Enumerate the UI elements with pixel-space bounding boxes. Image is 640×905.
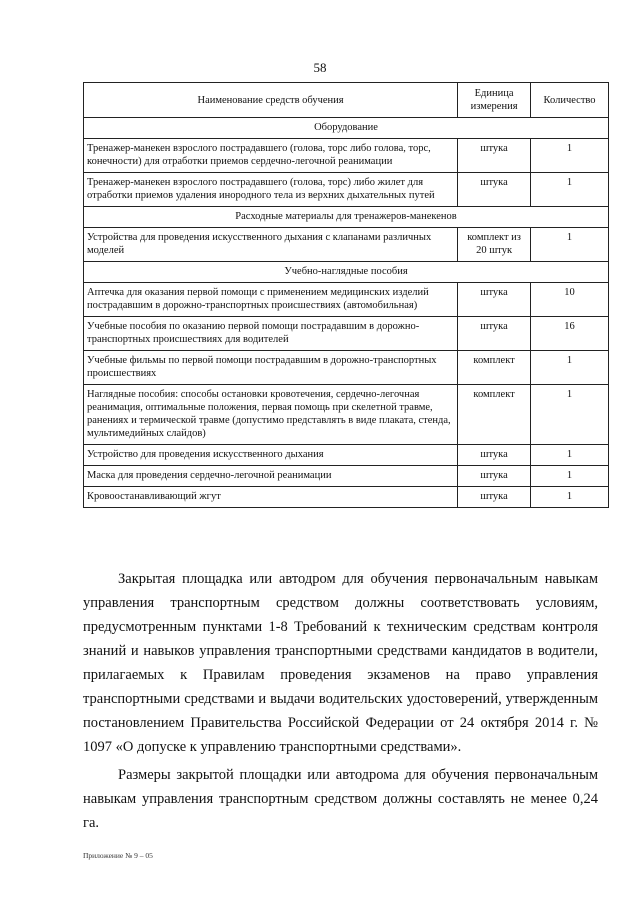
table-row [84, 228, 609, 262]
row-unit-cell: штука [458, 283, 531, 317]
row-name-cell: Устройство для проведения искусственного дыхания [84, 445, 458, 466]
row-unit-cell: штука [458, 317, 531, 351]
row-quantity-cell: 1 [531, 173, 609, 207]
row-quantity-cell: 10 [531, 283, 609, 317]
header-name: Наименование средств обучения [84, 83, 458, 118]
table-section-row [84, 118, 609, 139]
row-unit-cell: штука [458, 139, 531, 173]
row-quantity-cell: 1 [531, 228, 609, 262]
row-quantity-cell: 16 [531, 317, 609, 351]
row-quantity-cell: 1 [531, 351, 609, 385]
table-row [84, 385, 609, 445]
row-name-cell: Кровоостанавливающий жгут [84, 487, 458, 508]
row-name-cell: Учебные фильмы по первой помощи пострадавшим в дорожно-транспортных происшествиях [84, 351, 458, 385]
table-section-row [84, 262, 609, 283]
table-row [84, 487, 609, 508]
row-quantity-cell: 1 [531, 139, 609, 173]
row-name-cell: Устройства для проведения искусственного дыхания с клапанами различных моделей [84, 228, 458, 262]
row-unit-cell: штука [458, 487, 531, 508]
table-section-row [84, 207, 609, 228]
row-unit-cell: штука [458, 445, 531, 466]
table-row [84, 139, 609, 173]
row-unit-cell: штука [458, 173, 531, 207]
table-header-row [84, 83, 609, 118]
row-name-cell: Аптечка для оказания первой помощи с применением медицинских изделий пострадавшим в дорожно-транспортных происшествиях (автомобильная) [84, 283, 458, 317]
footer-note: Приложение № 9 – 05 [83, 851, 153, 860]
row-name-cell: Учебные пособия по оказанию первой помощи пострадавшим в дорожно-транспортных происшествиях для водителей [84, 317, 458, 351]
table-body [84, 118, 609, 508]
row-name-cell: Тренажер-манекен взрослого пострадавшего (голова, торс) либо жилет для отработки приемов удаления инородного тела из верхних дыхательных путей [84, 173, 458, 207]
table-row [84, 173, 609, 207]
table-row [84, 445, 609, 466]
row-quantity-cell: 1 [531, 385, 609, 445]
row-name-cell: Тренажер-манекен взрослого пострадавшего (голова, торс либо голова, торс, конечности) для отработки приемов сердечно-легочной реанимации [84, 139, 458, 173]
table-row [84, 317, 609, 351]
row-quantity-cell: 1 [531, 445, 609, 466]
header-unit: Единица измерения [458, 83, 531, 118]
table-row [84, 283, 609, 317]
row-quantity-cell: 1 [531, 466, 609, 487]
row-quantity-cell: 1 [531, 487, 609, 508]
section-title: Расходные материалы для тренажеров-манекенов [84, 207, 609, 228]
row-unit-cell: комплект [458, 385, 531, 445]
training-means-table [83, 82, 609, 508]
row-unit-cell: комплект [458, 351, 531, 385]
section-title: Оборудование [84, 118, 609, 139]
row-unit-cell: штука [458, 466, 531, 487]
section-title: Учебно-наглядные пособия [84, 262, 609, 283]
table-row [84, 351, 609, 385]
row-name-cell: Наглядные пособия: способы остановки кровотечения, сердечно-легочная реанимация, оптимальные положения, первая помощь при скелетной травме, ранениях и термической травме (допустимо представлять в виде плаката, стенда, мультимедийных слайдов) [84, 385, 458, 445]
page-number: 58 [313, 60, 327, 75]
paragraph-area-requirements: Закрытая площадка или автодром для обучения первоначальным навыкам управления транспортным средством должны соответствовать условиям, предусмотренным пунктами 1-8 Требований к техническим средствам контроля знаний и навыков управления транспортными средствами кандидатов в водители, прилагаемых к Правилам проведения экзаменов на право управления транспортными средствами и выдачи водительских удостоверений, утвержденным постановлением Правительства Российской Федерации от 24 октября 2014 г. № 1097 «О допуске к управлению транспортными средствами». [83, 571, 598, 755]
paragraph-area-size: Размеры закрытой площадки или автодрома для обучения первоначальным навыкам управления транспортным средством должны составлять не менее 0,24 га. [83, 767, 598, 831]
row-unit-cell: комплект из 20 штук [458, 228, 531, 262]
header-quantity: Количество [531, 83, 609, 118]
row-name-cell: Маска для проведения сердечно-легочной реанимации [84, 466, 458, 487]
table-row [84, 466, 609, 487]
